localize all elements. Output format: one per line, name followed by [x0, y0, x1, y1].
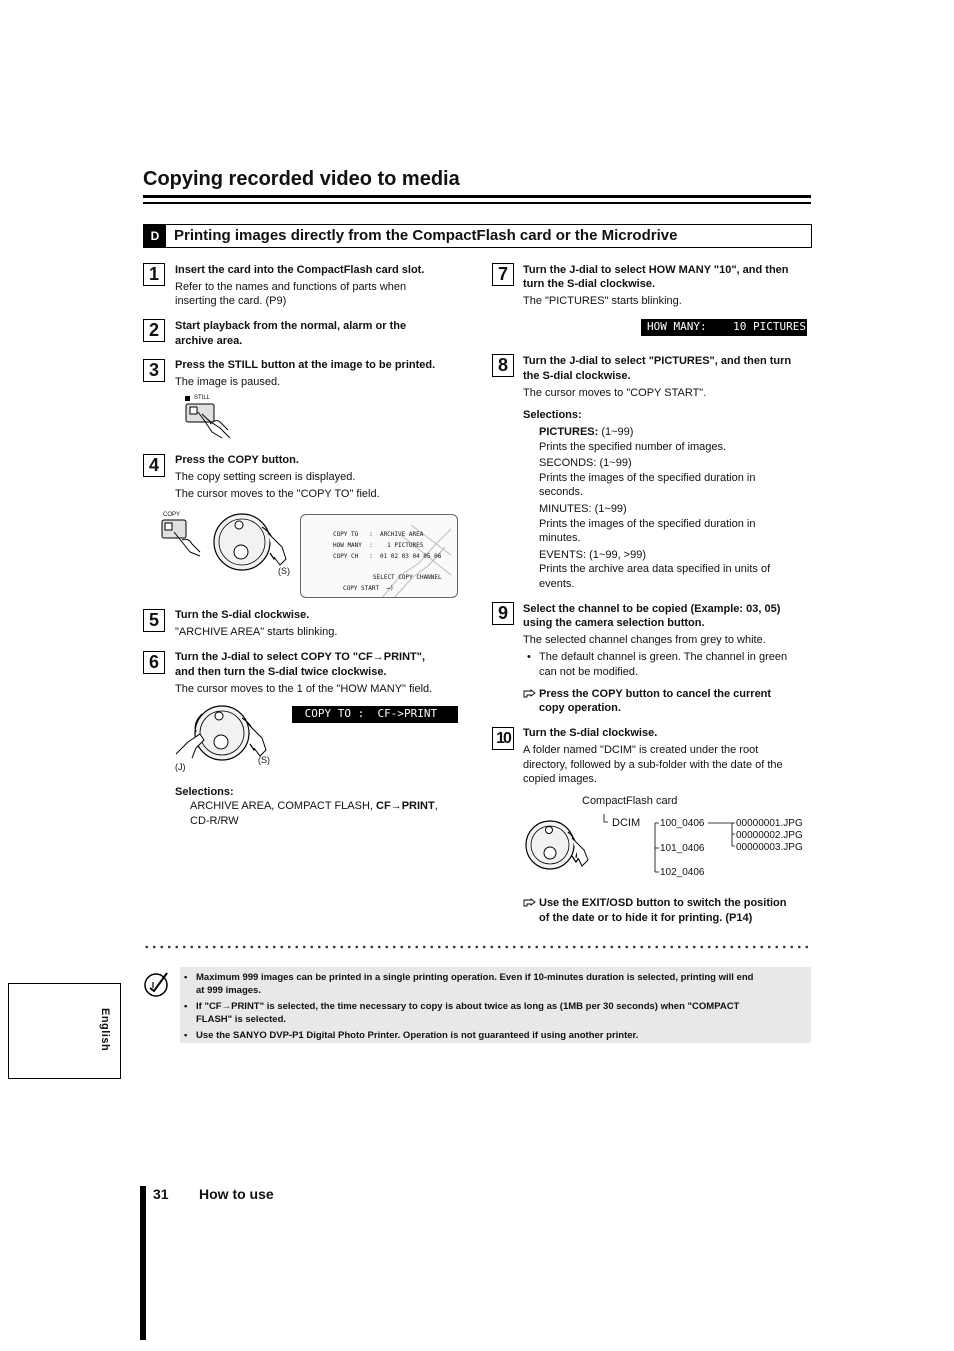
step-1-heading: Insert the card into the CompactFlash card slot. — [175, 264, 425, 276]
step-1-body-line1: Refer to the names and functions of parts when — [175, 281, 407, 293]
selection-pictures-range: (1~99) — [598, 426, 634, 438]
step-7-body: The "PICTURES" starts blinking. — [523, 295, 682, 307]
footer-title: How to use — [199, 1186, 274, 1202]
step-10-body-line1: A folder named "DCIM" is created under the root — [523, 744, 759, 756]
selection-events-desc-line1: Prints the archive area data specified in units of — [539, 563, 771, 575]
selection-minutes-desc-line1: Prints the images of the specified duration in — [539, 518, 756, 530]
page-number: 31 — [153, 1186, 169, 1202]
step-4-heading: Press the COPY button. — [175, 454, 299, 466]
dotted-separator — [143, 944, 811, 950]
step-10-tip-line2: of the date or to hide it for printing. (P14) — [539, 912, 753, 924]
note-pencil-icon — [143, 970, 171, 998]
tree-jpg-2: 00000002.JPG — [736, 830, 803, 841]
step-number-8: 8 — [492, 354, 514, 377]
still-button-illustration — [184, 394, 236, 440]
step-number-4: 4 — [143, 454, 165, 477]
step-8-body: The cursor moves to "COPY START". — [523, 387, 707, 399]
selection-minutes-desc-line2: minutes. — [539, 532, 581, 544]
step-9-heading-line2: using the camera selection button. — [523, 617, 705, 629]
tree-folder-100: 100_0406 — [660, 818, 705, 829]
step-4-body-line2: The cursor moves to the "COPY TO" field. — [175, 488, 380, 500]
tree-root-label: CompactFlash card — [582, 795, 678, 807]
step-2-heading-line2: archive area. — [175, 335, 243, 347]
language-tab-label: English — [98, 1008, 111, 1052]
note-1-line2: at 999 images. — [196, 985, 261, 996]
step-9-tip-line1: Press the COPY button to cancel the current — [539, 688, 772, 700]
selection-pictures-label: PICTURES: — [539, 426, 599, 438]
step-4-body-line1: The copy setting screen is displayed. — [175, 471, 356, 483]
screen-line-copy-to: COPY TO : ARCHIVE AREA — [333, 531, 424, 538]
s-dial-icon — [212, 511, 294, 573]
tree-jpg-3: 00000003.JPG — [736, 842, 803, 853]
step-3-body: The image is paused. — [175, 376, 281, 388]
step-number-9: 9 — [492, 602, 514, 625]
note-1-line1: Maximum 999 images can be printed in a single printing operation. Even if 10-minutes duration is selected, printing will end — [196, 972, 754, 983]
copy-button-label: COPY — [163, 512, 181, 518]
step-7-heading-line1: Turn the J-dial to select HOW MANY "10", and then — [523, 264, 789, 276]
step-number-1: 1 — [143, 263, 165, 286]
language-tab — [8, 983, 121, 1079]
step-10-heading: Turn the S-dial clockwise. — [523, 727, 658, 739]
step-10-body-line3: copied images. — [523, 773, 597, 785]
sel-option-cf: CF — [376, 800, 391, 812]
screen-line-copy-ch: COPY CH : 01 02 03 04 05 06 — [333, 553, 442, 560]
title-rule-thick — [143, 195, 811, 198]
step-9-bullet-dot: • — [527, 651, 531, 663]
step-9-heading-line1: Select the channel to be copied (Example: 03, 05) — [523, 603, 781, 615]
step-4-dial-label: (S) — [278, 566, 290, 576]
copy-setting-screen — [300, 514, 458, 598]
step-6-selections-line2: CD-R/RW — [190, 815, 239, 827]
section-letter: D — [144, 225, 166, 247]
step-8-heading-line2: the S-dial clockwise. — [523, 370, 631, 382]
notes-box — [180, 967, 811, 1043]
note-2-line1: If "CF→PRINT" is selected, the time necessary to copy is about twice as long as (1MB per 30 seconds) when "COMPACT — [196, 1001, 740, 1012]
screen-line-copy-start: COPY START →) — [343, 585, 394, 592]
step-2-heading-line1: Start playback from the normal, alarm or the — [175, 320, 407, 332]
sel-option-print: PRINT — [401, 800, 435, 812]
step-6-selections-heading: Selections: — [175, 786, 234, 798]
step-6-heading-line1: Turn the J-dial to select COPY TO "CF→PRINT", — [175, 651, 426, 663]
step-number-5: 5 — [143, 609, 165, 632]
selection-events: EVENTS: (1~99, >99) — [539, 549, 646, 561]
step-9-bullet-line2: can not be modified. — [539, 666, 639, 678]
still-button-label: STILL — [194, 395, 211, 401]
sel-option-text: ARCHIVE AREA, COMPACT FLASH, — [190, 800, 377, 812]
step-6-label-s: (S) — [258, 755, 270, 765]
step-5-heading: Turn the S-dial clockwise. — [175, 609, 310, 621]
section-title: Printing images directly from the CompactFlash card or the Microdrive — [174, 227, 678, 244]
lcd-copy-to-cf-print: COPY TO : CF->PRINT — [292, 706, 458, 723]
step-8-selections-heading: Selections: — [523, 409, 582, 421]
tree-folder-101: 101_0406 — [660, 843, 705, 854]
selection-minutes: MINUTES: (1~99) — [539, 503, 627, 515]
screen-line-select-channel: SELECT COPY CHANNEL — [373, 574, 442, 581]
selection-seconds: SECONDS: (1~99) — [539, 457, 632, 469]
step-number-3: 3 — [143, 359, 165, 382]
step-10-tip-line1: Use the EXIT/OSD button to switch the position — [539, 897, 787, 909]
step-number-6: 6 — [143, 651, 165, 674]
step-9-body: The selected channel changes from grey to white. — [523, 634, 766, 646]
pointing-hand-icon — [523, 898, 536, 907]
copy-button-hand-icon — [160, 518, 208, 558]
lcd-how-many: HOW MANY: 10 PICTURES — [641, 319, 807, 336]
step-6-label-j: (J) — [175, 762, 186, 772]
step-8-heading-line1: Turn the J-dial to select "PICTURES", and then turn — [523, 355, 792, 367]
step-3-heading: Press the STILL button at the image to be printed. — [175, 359, 436, 371]
note-2-line2: FLASH" is selected. — [196, 1014, 287, 1025]
selection-pictures — [539, 425, 633, 440]
pointing-hand-icon — [523, 689, 536, 698]
selection-seconds-desc-line1: Prints the images of the specified duration in — [539, 472, 756, 484]
selection-pictures-desc: Prints the specified number of images. — [539, 441, 727, 453]
step-6-body: The cursor moves to the 1 of the "HOW MANY" field. — [175, 683, 433, 695]
step-6-heading-line2: and then turn the S-dial twice clockwise. — [175, 666, 387, 678]
step-number-10: 10 — [492, 727, 514, 750]
note-item-1 — [196, 971, 805, 997]
sel-option-comma: , — [434, 800, 438, 812]
step-number-2: 2 — [143, 319, 165, 342]
selection-events-desc-line2: events. — [539, 578, 575, 590]
step-9-bullet-line1: The default channel is green. The channel in green — [539, 651, 788, 663]
step-1-body-line2: inserting the card. (P9) — [175, 295, 287, 307]
section-header — [143, 224, 812, 248]
step-5-body: "ARCHIVE AREA" starts blinking. — [175, 626, 338, 638]
step-6-selections-line1 — [190, 799, 438, 814]
selection-seconds-desc-line2: seconds. — [539, 486, 584, 498]
step-9-tip-line2: copy operation. — [539, 702, 621, 714]
step-10-body-line2: directory, followed by a sub-folder with the date of the — [523, 759, 783, 771]
sel-option-arrow: → — [390, 800, 402, 812]
tree-dcim: DCIM — [612, 817, 641, 829]
note-item-3: • Use the SANYO DVP-P1 Digital Photo Printer. Operation is not guaranteed if using another printer. — [196, 1029, 805, 1042]
title-rule-thin — [143, 202, 811, 204]
page-title: Copying recorded video to media — [143, 168, 460, 190]
tree-jpg-1: 00000001.JPG — [736, 818, 803, 829]
note-item-2 — [196, 1000, 805, 1026]
footer-bar — [140, 1186, 146, 1340]
step-7-heading-line2: turn the S-dial clockwise. — [523, 278, 656, 290]
step-number-7: 7 — [492, 263, 514, 286]
screen-line-how-many: HOW MANY : 1 PICTURES — [333, 542, 424, 549]
tree-folder-102: 102_0406 — [660, 867, 705, 878]
